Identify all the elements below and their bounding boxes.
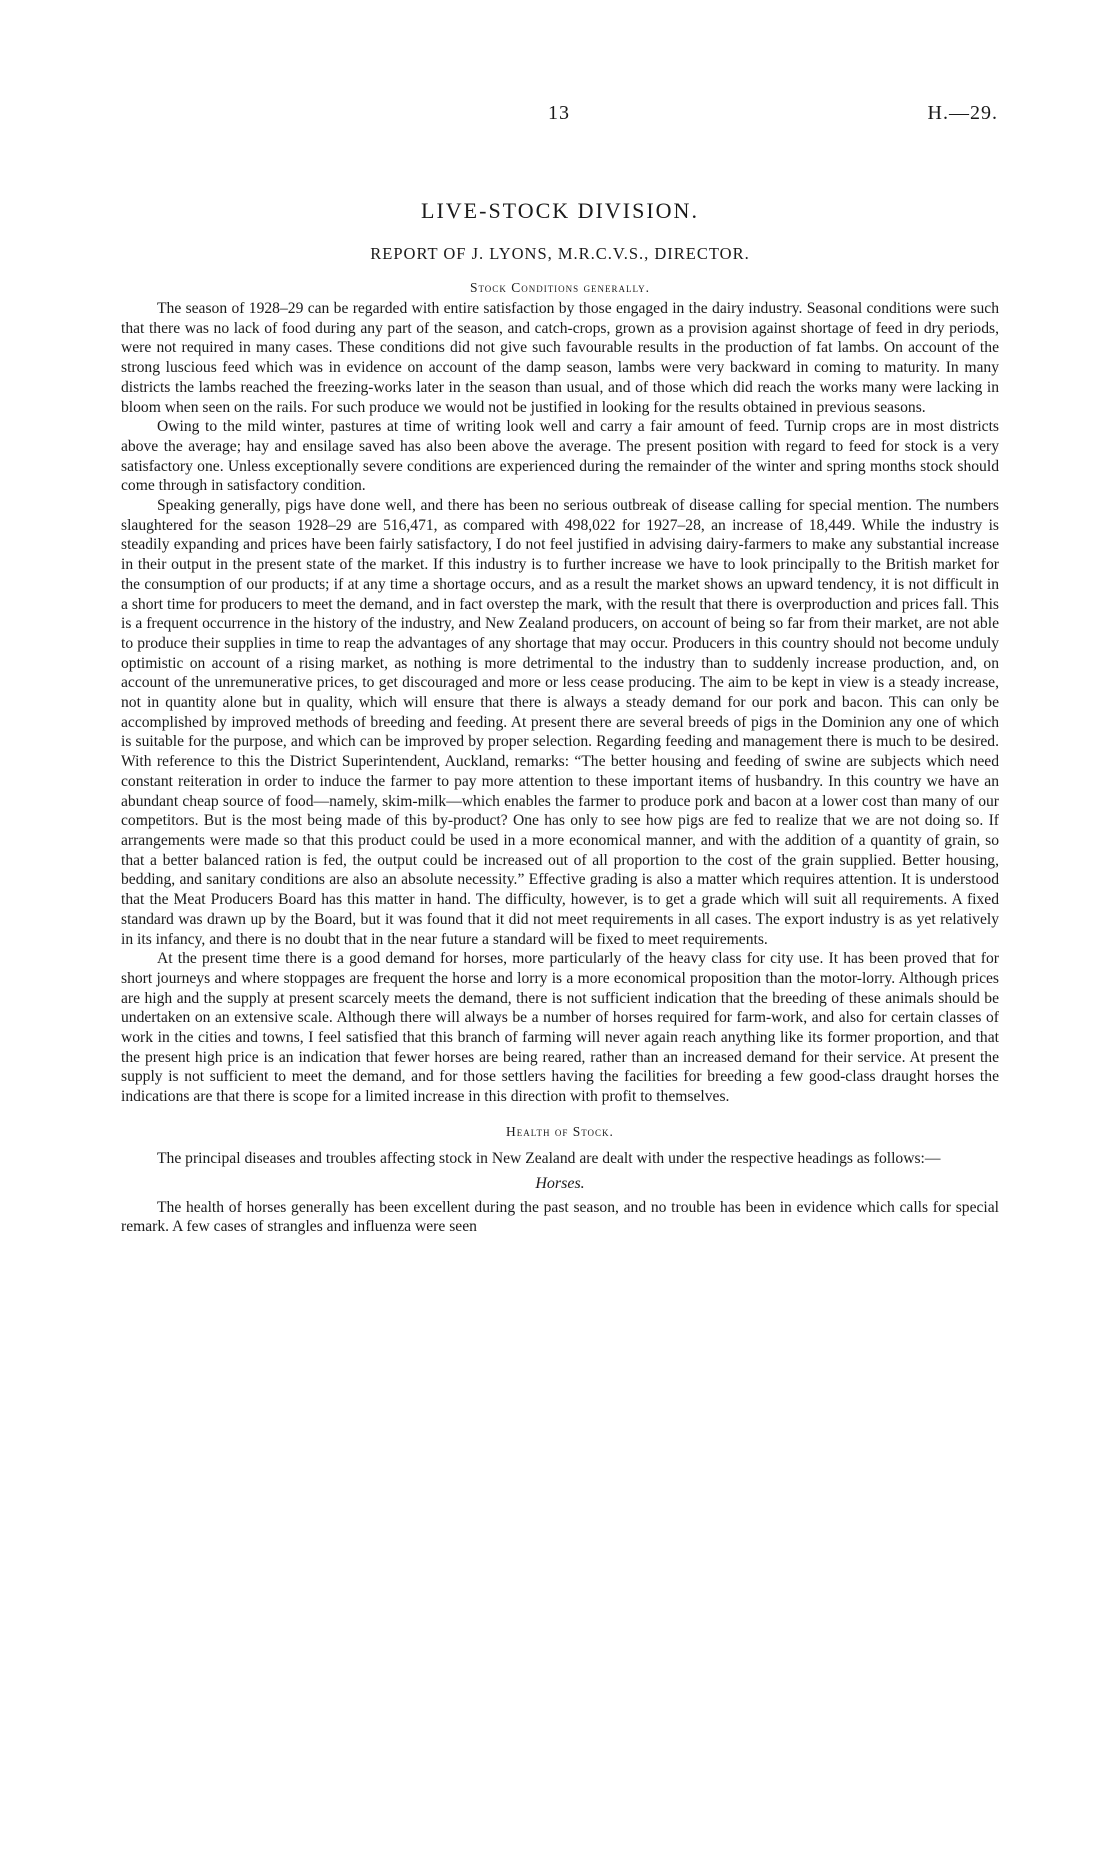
- page-number: 13: [548, 102, 570, 124]
- paragraph-horses-demand: At the present time there is a good demand for horses, more particularly of the heavy class for city use. It has been proved that for short journeys and where stoppages are frequent the horse and lorry is a more economical proposition than the motor-lorry. Although prices are high and the supply at present scarcely meets the demand, there is not sufficient indication that the breeding of these animals should be undertaken on an extensive scale. Although there will always be a number of horses required for farm-work, and also for certain classes of work in the cities and towns, I feel satisfied that this branch of farming will never again reach anything like its former proportion, and that the present high price is an indication that fewer horses are being reared, rather than an increased demand for their service. At present the supply is not sufficient to meet the demand, and for those settlers having the facilities for breeding a few good-class draught horses the indications are that there is scope for a limited increase in this direction with profit to themselves.: [121, 950, 999, 1106]
- paragraph-health-intro: The principal diseases and troubles affecting stock in New Zealand are dealt with under the respective headings as follows:—: [157, 1149, 941, 1167]
- section-stock-conditions: [121, 280, 999, 1107]
- paragraph-horses-health: The health of horses generally has been excellent during the past season, and no trouble has been in evidence which calls for special remark. A few cases of strangles and influenza were seen: [121, 1198, 999, 1236]
- report-title: REPORT OF J. LYONS, M.R.C.V.S., DIRECTOR.: [370, 244, 750, 263]
- section-heading-health-of-stock: Health of Stock.: [506, 1123, 614, 1139]
- body-column: [121, 198, 999, 1237]
- section-health-of-stock: [121, 1124, 999, 1237]
- paragraph-pigs: Speaking generally, pigs have done well, and there has been no serious outbreak of disease calling for special mention. The numbers slaughtered for the season 1928–29 are 516,471, as compared with 498,022 for 1927–28, an increase of 18,449. While the industry is steadily expanding and prices have been fairly satisfactory, I do not feel justified in advising dairy-farmers to make any substantial increase in their output in the present state of the market. If this industry is to further increase we have to look principally to the British market for the consumption of our products; if at any time a shortage occurs, and as a result the market shows an upward tendency, it is not difficult in a short time for producers to meet the demand, and in fact overstep the mark, with the result that there is overproduction and prices fall. This is a frequent occurrence in the history of the industry, and New Zealand producers, on account of being so far from their market, are not able to produce their supplies in time to reap the advantages of any shortage that may occur. Producers in this country should not become unduly optimistic on account of a rising market, as nothing is more detrimental to the industry than to suddenly increase production, and, on account of the unremunerative prices, to get discouraged and more or less cease producing. The aim to be kept in view is a steady increase, not in quantity alone but in quality, which will ensure that there is always a steady demand for our pork and bacon. This can only be accomplished by improved methods of breeding and feeding. At present there are several breeds of pigs in the Dominion any one of which is suitable for the purpose, and which can be improved by proper selection. Regarding feeding and management there is much to be desired. With reference to this the District Superintendent, Auckland, remarks: “The better housing and feeding of swine are subjects which need constant reiteration in order to induce the farmer to pay more attention to these important items of husbandry. In this country we have an abundant cheap source of food—namely, skim-milk—which enables the farmer to produce pork and bacon at a lower cost than many of our competitors. But is the most being made of this by-product? One has only to see how pigs are fed to realize that we are not doing so. If arrangements were made so that this product could be used in a more economical manner, and with the addition of a quantity of grain, so that a better balanced ration is fed, the output could be increased out of all proportion to the cost of the grain supplied. Better housing, bedding, and sanitary conditions are also an absolute necessity.” Effective grading is also a matter which requires attention. It is understood that the Meat Producers Board has this matter in hand. The difficulty, however, is to get a grade which will suit all requirements. A fixed standard was drawn up by the Board, but it was found that it did not meet requirements in all cases. The export industry is as yet relatively in its infancy, and there is no doubt that in the near future a standard will be fixed to meet requirements.: [121, 497, 999, 948]
- division-title: LIVE-STOCK DIVISION.: [421, 198, 699, 223]
- paragraph-season: The season of 1928–29 can be regarded with entire satisfaction by those engaged in the dairy industry. Seasonal conditions were such that there was no lack of food during any part of the season, and catch-crops, grown as a provision against shortage of feed in dry periods, were not required in many cases. These conditions did not give such favourable results in the production of fat lambs. On account of the strong luscious feed which was in evidence on account of the damp season, lambs were very backward in coming to maturity. In many districts the lambs reached the freezing-works later in the season than usual, and of those which did reach the works many were lacking in bloom when seen on the rails. For such produce we would not be justified in looking for the results obtained in previous seasons.: [121, 300, 999, 416]
- document-reference: H.—29.: [927, 102, 998, 124]
- paragraph-winter-feed: Owing to the mild winter, pastures at time of writing look well and carry a fair amount of feed. Turnip crops are in most districts above the average; hay and ensilage saved has also been above the average. The present position with regard to feed for stock is a very satisfactory one. Unless exceptionally severe conditions are experienced during the remainder of the winter and spring months stock should come through in satisfactory condition.: [121, 418, 999, 495]
- sub-heading-horses: Horses.: [535, 1174, 585, 1192]
- section-heading-stock-conditions: Stock Conditions generally.: [469, 280, 651, 295]
